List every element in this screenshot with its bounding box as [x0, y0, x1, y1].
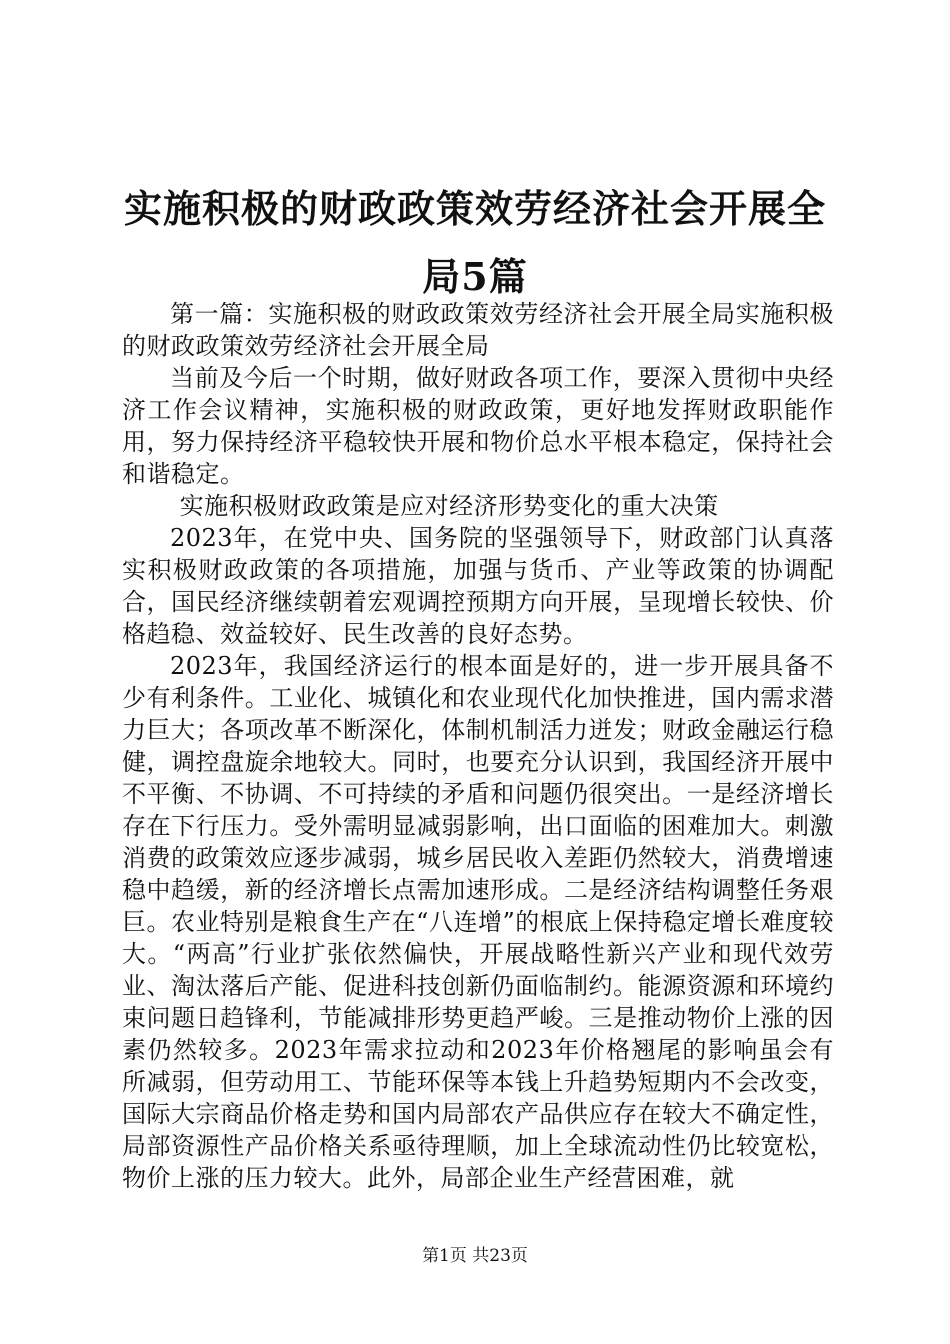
paragraph: 当前及今后一个时期，做好财政各项工作，要深入贯彻中央经济工作会议精神，实施积极的财政政策，更好地发挥财政职能作用，努力保持经济平稳较快开展和物价总水平根本稳定，保持社会和谐稳定。: [122, 364, 834, 488]
page-number-footer: 第1页 共23页: [422, 1246, 528, 1266]
paragraph: 2023年，在党中央、国务院的坚强领导下，财政部门认真落实积极财政政策的各项措施，加强与货币、产业等政策的协调配合，国民经济继续朝着宏观调控预期方向开展，呈现增长较快、价格趋稳、效益较好、民生改善的良好态势。: [122, 524, 834, 648]
paragraph-section-heading: 实施积极财政政策是应对经济形势变化的重大决策: [179, 492, 719, 520]
document-body: [122, 298, 834, 1194]
document-title: 实施积极的财政政策效劳经济社会开展全局5篇: [123, 186, 826, 299]
paragraph: 2023年，我国经济运行的根本面是好的，进一步开展具备不少有利条件。工业化、城镇化和农业现代化加快推进，国内需求潜力巨大；各项改革不断深化，体制机制活力迸发；财政金融运行稳健，调控盘旋余地较大。同时，也要充分认识到，我国经济开展中不平衡、不协调、不可持续的矛盾和问题仍很突出。一是经济增长存在下行压力。受外需明显减弱影响，出口面临的困难加大。刺激消费的政策效应逐步减弱，城乡居民收入差距仍然较大，消费增速稳中趋缓，新的经济增长点需加速形成。二是经济结构调整任务艰巨。农业特别是粮食生产在“八连增”的根底上保持稳定增长难度较大。“两高”行业扩张依然偏快，开展战略性新兴产业和现代效劳业、淘汰落后产能、促进科技创新仍面临制约。能源资源和环境约束问题日趋锋利，节能减排形势更趋严峻。三是推动物价上涨的因素仍然较多。2023年需求拉动和2023年价格翘尾的影响虽会有所减弱，但劳动用工、节能环保等本钱上升趋势短期内不会改变，国际大宗商品价格走势和国内局部农产品供应存在较大不确定性，局部资源性产品价格关系亟待理顺，加上全球流动性仍比较宽松，物价上涨的压力较大。此外，局部企业生产经营困难，就: [122, 652, 834, 1192]
paragraph-chapter-heading: 第一篇：实施积极的财政政策效劳经济社会开展全局实施积极的财政政策效劳经济社会开展全局: [122, 300, 834, 360]
